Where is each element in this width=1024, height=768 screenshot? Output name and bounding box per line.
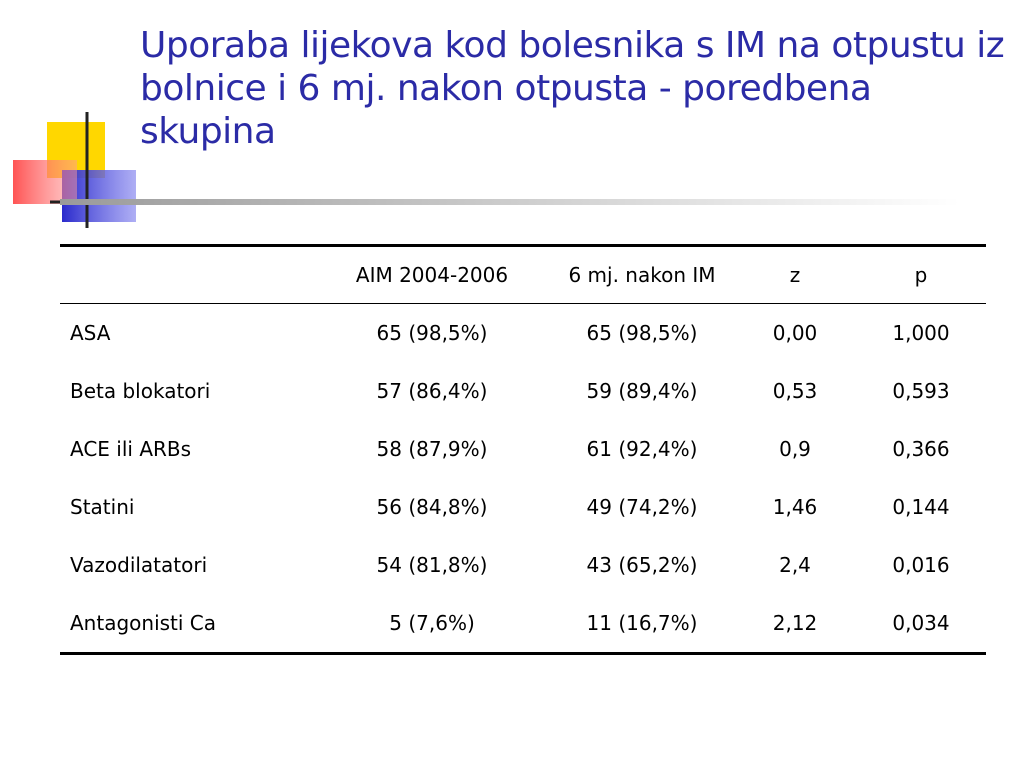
cell-aim: 65 (98,5%) (376, 321, 488, 345)
cell-p: 0,034 (892, 611, 950, 635)
cell-z: 2,4 (779, 553, 811, 577)
results-table (60, 244, 986, 655)
cell-p: 0,593 (892, 379, 950, 403)
header-cell-p: p (914, 263, 928, 287)
cell-p: 1,000 (892, 321, 950, 345)
table-row (60, 478, 986, 536)
decoration-red-square (13, 160, 77, 204)
cell-z: 1,46 (772, 495, 818, 519)
cell-aim: 5 (7,6%) (389, 611, 475, 635)
header-cell-z: z (789, 263, 801, 287)
cell-aim: 57 (86,4%) (376, 379, 488, 403)
cell-aim: 58 (87,9%) (376, 437, 488, 461)
cell-p: 0,366 (892, 437, 950, 461)
cell-6mj: 49 (74,2%) (586, 495, 698, 519)
cell-z: 0,9 (779, 437, 811, 461)
cell-z: 0,53 (772, 379, 818, 403)
row-label: Beta blokatori (70, 379, 211, 403)
cell-6mj: 65 (98,5%) (586, 321, 698, 345)
cell-z: 0,00 (772, 321, 818, 345)
header-cell-6mj: 6 mj. nakon IM (568, 263, 716, 287)
title-underline (60, 199, 960, 205)
row-label: ASA (70, 321, 111, 345)
row-label: Vazodilatatori (70, 553, 208, 577)
table-row (60, 536, 986, 594)
cell-6mj: 59 (89,4%) (586, 379, 698, 403)
table-row (60, 362, 986, 420)
row-label: Statini (70, 495, 135, 519)
header-cell-aim: AIM 2004-2006 (355, 263, 509, 287)
slide-title: Uporaba lijekova kod bolesnika s IM na otpustu iz bolnice i 6 mj. nakon otpusta - poredbena skupina (140, 25, 1005, 153)
cell-p: 0,016 (892, 553, 950, 577)
cell-aim: 54 (81,8%) (376, 553, 488, 577)
table-row (60, 304, 986, 363)
cell-z: 2,12 (772, 611, 818, 635)
cell-6mj: 61 (92,4%) (586, 437, 698, 461)
header-cell-empty (60, 246, 314, 304)
table-header-row (60, 246, 986, 304)
cell-p: 0,144 (892, 495, 950, 519)
row-label: ACE ili ARBs (70, 437, 192, 461)
row-label: Antagonisti Ca (70, 611, 217, 635)
table-row (60, 420, 986, 478)
table-row (60, 594, 986, 654)
cell-6mj: 43 (65,2%) (586, 553, 698, 577)
cell-6mj: 11 (16,7%) (586, 611, 698, 635)
cell-aim: 56 (84,8%) (376, 495, 488, 519)
